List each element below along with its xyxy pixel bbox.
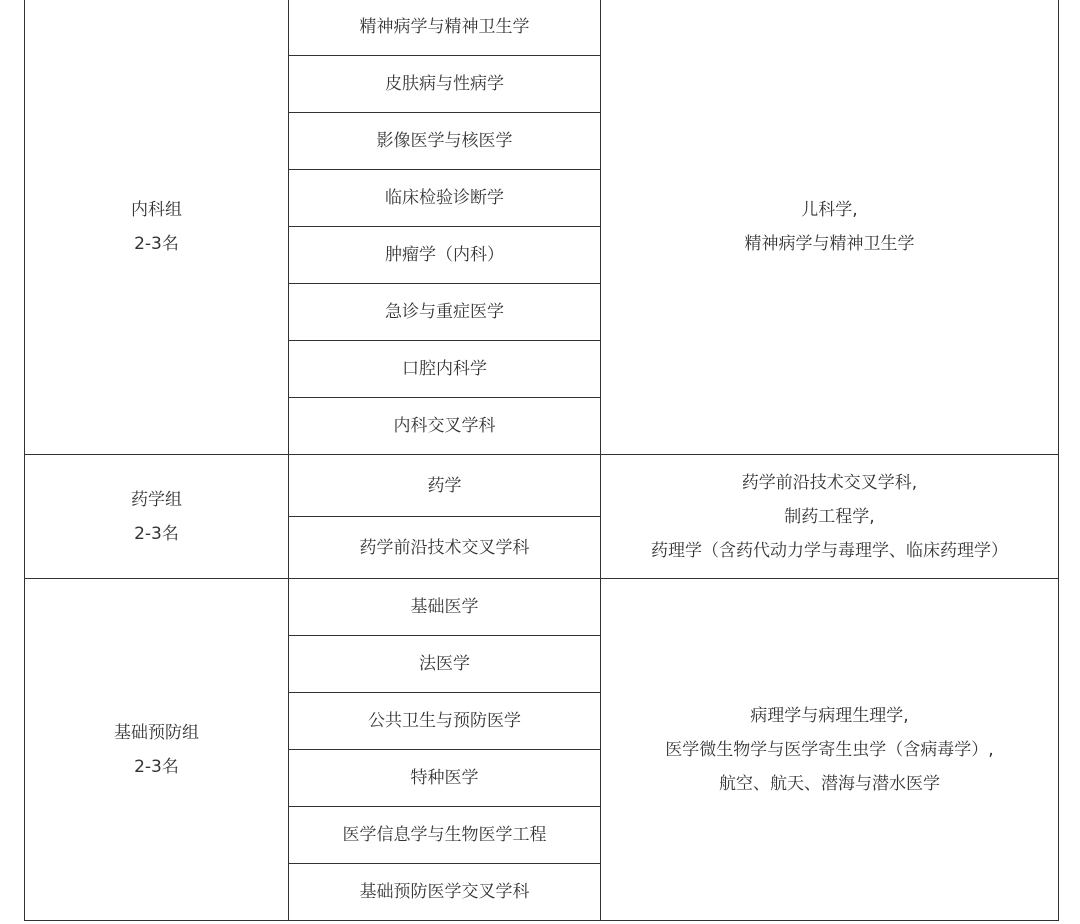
group-name: 基础预防组 [114, 722, 199, 743]
admissions-table [24, 0, 1059, 921]
subject-cell: 医学信息学与生物医学工程 [289, 807, 601, 864]
subject-cell: 基础预防医学交叉学科 [289, 864, 601, 921]
subject-cell: 临床检验诊断学 [289, 170, 601, 227]
note-line: 儿科学, [801, 199, 858, 220]
note-line: 航空、航天、潜海与潜水医学 [719, 773, 940, 794]
subject-cell: 药学前沿技术交叉学科 [289, 517, 601, 579]
subject-cell: 口腔内科学 [289, 341, 601, 398]
notes-cell [601, 0, 1059, 455]
subject-cell: 公共卫生与预防医学 [289, 693, 601, 750]
note-line: 制药工程学, [784, 506, 875, 527]
subject-cell: 内科交叉学科 [289, 398, 601, 455]
table-row [25, 0, 1059, 56]
subject-cell: 影像医学与核医学 [289, 113, 601, 170]
group-quota: 2-3名 [134, 756, 179, 777]
subject-cell: 特种医学 [289, 750, 601, 807]
subject-cell: 法医学 [289, 636, 601, 693]
group-cell [25, 0, 289, 455]
subject-cell: 精神病学与精神卫生学 [289, 0, 601, 56]
subject-cell: 基础医学 [289, 579, 601, 636]
subject-cell: 急诊与重症医学 [289, 284, 601, 341]
group-cell [25, 455, 289, 579]
note-line: 精神病学与精神卫生学 [744, 233, 915, 254]
group-quota: 2-3名 [134, 233, 179, 254]
subject-cell: 皮肤病与性病学 [289, 56, 601, 113]
subject-cell: 肿瘤学（内科） [289, 227, 601, 284]
table-row [25, 579, 1059, 636]
group-name: 药学组 [131, 489, 182, 510]
group-cell [25, 579, 289, 921]
notes-cell [601, 455, 1059, 579]
subject-cell: 药学 [289, 455, 601, 517]
group-name: 内科组 [131, 199, 182, 220]
note-line: 病理学与病理生理学, [750, 705, 909, 726]
group-quota: 2-3名 [134, 523, 179, 544]
notes-cell [601, 579, 1059, 921]
note-line: 药学前沿技术交叉学科, [741, 472, 918, 493]
table-row [25, 455, 1059, 517]
note-line: 医学微生物学与医学寄生虫学（含病毒学）, [665, 739, 994, 760]
note-line: 药理学（含药代动力学与毒理学、临床药理学） [651, 540, 1008, 561]
